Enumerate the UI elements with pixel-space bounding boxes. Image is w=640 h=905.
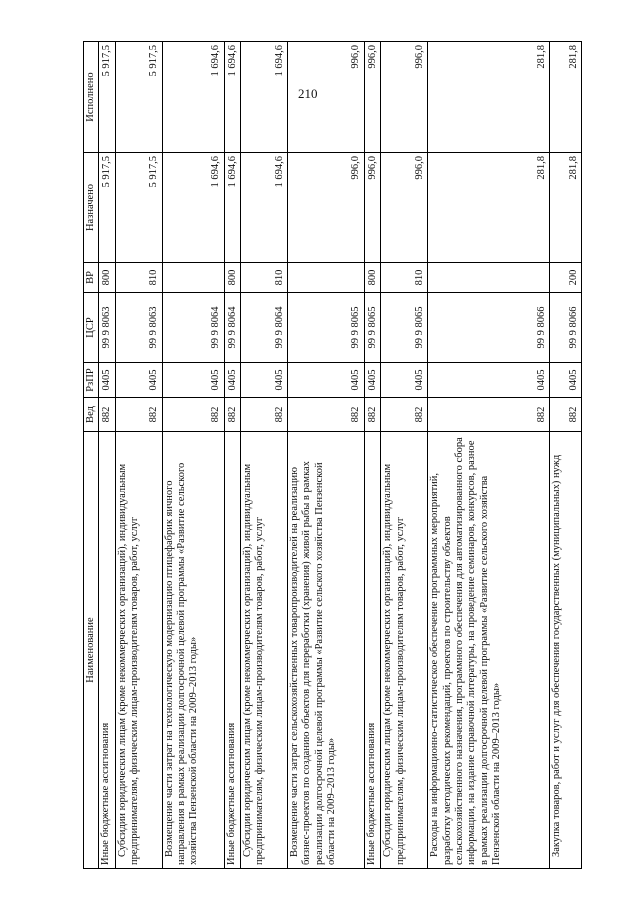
cell-csr: 99 9 8065 (381, 293, 428, 363)
cell-naznacheno: 281,8 (549, 153, 581, 263)
cell-rzpr: 0405 (549, 363, 581, 398)
cell-vr: 810 (241, 263, 288, 293)
cell-ved: 882 (99, 398, 115, 432)
cell-rzpr: 0405 (99, 363, 115, 398)
cell-name: Возмещение части затрат на технологическую модернизацию птицефабрик яичного направления в рамках реализации долгосрочной целевой программы «Развитие сельского хозяйства Пензенской области на 2009–2013 годы» (162, 432, 224, 869)
cell-ved: 882 (288, 398, 365, 432)
cell-name: Возмещение части затрат сельскохозяйственных товаропроизводителей на реализацию бизнес-проектов по созданию объектов для переработки (хранения) живой рыбы в рамках реализации долгосрочной целевой программы «Развитие сельского хозяйства Пензенской области на 2009–2013 годы» (288, 432, 365, 869)
cell-ispolneno: 1 694,6 (224, 42, 240, 153)
cell-rzpr: 0405 (288, 363, 365, 398)
cell-name: Субсидии юридическим лицам (кроме некоммерческих организаций), индивидуальным предпринимателям, физическим лицам-производителям товаров, работ, услуг (381, 432, 428, 869)
budget-table (83, 41, 582, 869)
cell-ispolneno: 1 694,6 (241, 42, 288, 153)
cell-name: Иные бюджетные ассигнования (224, 432, 240, 869)
cell-naznacheno: 1 694,6 (162, 153, 224, 263)
cell-ved: 882 (241, 398, 288, 432)
cell-ispolneno: 5 917,5 (115, 42, 162, 153)
cell-rzpr: 0405 (381, 363, 428, 398)
cell-csr: 99 9 8063 (115, 293, 162, 363)
cell-csr: 99 9 8063 (99, 293, 115, 363)
cell-ved: 882 (428, 398, 550, 432)
cell-ispolneno: 5 917,5 (99, 42, 115, 153)
table-row (381, 42, 428, 869)
cell-naznacheno: 281,8 (428, 153, 550, 263)
cell-csr: 99 9 8064 (241, 293, 288, 363)
cell-naznacheno: 5 917,5 (115, 153, 162, 263)
table-row (428, 42, 550, 869)
cell-name: Субсидии юридическим лицам (кроме некоммерческих организаций), индивидуальным предпринимателям, физическим лицам-производителям товаров, работ, услуг (241, 432, 288, 869)
cell-naznacheno: 996,0 (288, 153, 365, 263)
cell-rzpr: 0405 (115, 363, 162, 398)
cell-ved: 882 (224, 398, 240, 432)
cell-vr: 800 (224, 263, 240, 293)
cell-name: Закупка товаров, работ и услуг для обеспечения государственных (муниципальных) нужд (549, 432, 581, 869)
cell-ved: 882 (364, 398, 380, 432)
cell-naznacheno: 5 917,5 (99, 153, 115, 263)
cell-ispolneno: 996,0 (364, 42, 380, 153)
cell-csr: 99 9 8066 (549, 293, 581, 363)
cell-csr: 99 9 8065 (364, 293, 380, 363)
table-row (162, 42, 224, 869)
cell-rzpr: 0405 (241, 363, 288, 398)
table-row (99, 42, 115, 869)
cell-naznacheno: 1 694,6 (224, 153, 240, 263)
cell-vr: 800 (99, 263, 115, 293)
cell-rzpr: 0405 (428, 363, 550, 398)
cell-naznacheno: 996,0 (364, 153, 380, 263)
cell-ved: 882 (162, 398, 224, 432)
header-vr: ВР (84, 263, 99, 293)
cell-ispolneno: 281,8 (428, 42, 550, 153)
cell-vr: 810 (381, 263, 428, 293)
header-naznacheno: Назначено (84, 153, 99, 263)
cell-vr (288, 263, 365, 293)
cell-vr (162, 263, 224, 293)
table-header-row (84, 42, 99, 869)
cell-ved: 882 (381, 398, 428, 432)
header-name: Наименование (84, 432, 99, 869)
table-row (241, 42, 288, 869)
cell-ispolneno: 996,0 (288, 42, 365, 153)
header-csr: ЦСР (84, 293, 99, 363)
table-row (364, 42, 380, 869)
rotated-table-frame (83, 42, 582, 869)
cell-csr: 99 9 8064 (224, 293, 240, 363)
cell-name: Иные бюджетные ассигнования (364, 432, 380, 869)
rotated-table-inner (83, 42, 582, 869)
cell-rzpr: 0405 (364, 363, 380, 398)
cell-naznacheno: 996,0 (381, 153, 428, 263)
cell-name: Расходы на информационно-статистическое обеспечение программных мероприятий, разработку методических рекомендаций, проектов по строительству объектов сельскохозяйственного назначения, программного обеспечения для автоматизированного сбора информации, на издание справочной литературы, на проведение семинаров, конкурсов, разное в рамках реализации долгосрочной целевой программы «Развитие сельского хозяйства Пензенской области на 2009–2013 годы» (428, 432, 550, 869)
cell-vr: 810 (115, 263, 162, 293)
cell-ved: 882 (115, 398, 162, 432)
cell-csr: 99 9 8065 (288, 293, 365, 363)
header-ispolneno: Исполнено (84, 42, 99, 153)
cell-ispolneno: 281,8 (549, 42, 581, 153)
table-row (115, 42, 162, 869)
cell-vr (428, 263, 550, 293)
cell-rzpr: 0405 (162, 363, 224, 398)
header-rzpr: РзПР (84, 363, 99, 398)
cell-ved: 882 (549, 398, 581, 432)
header-ved: Вед (84, 398, 99, 432)
table-row (549, 42, 581, 869)
table-row (288, 42, 365, 869)
cell-csr: 99 9 8064 (162, 293, 224, 363)
page-number: 210 (298, 86, 318, 101)
cell-vr: 200 (549, 263, 581, 293)
cell-name: Субсидии юридическим лицам (кроме некоммерческих организаций), индивидуальным предпринимателям, физическим лицам-производителям товаров, работ, услуг (115, 432, 162, 869)
cell-csr: 99 9 8066 (428, 293, 550, 363)
cell-ispolneno: 996,0 (381, 42, 428, 153)
cell-naznacheno: 1 694,6 (241, 153, 288, 263)
cell-name: Иные бюджетные ассигнования (99, 432, 115, 869)
cell-vr: 800 (364, 263, 380, 293)
cell-ispolneno: 1 694,6 (162, 42, 224, 153)
table-row (224, 42, 240, 869)
cell-rzpr: 0405 (224, 363, 240, 398)
